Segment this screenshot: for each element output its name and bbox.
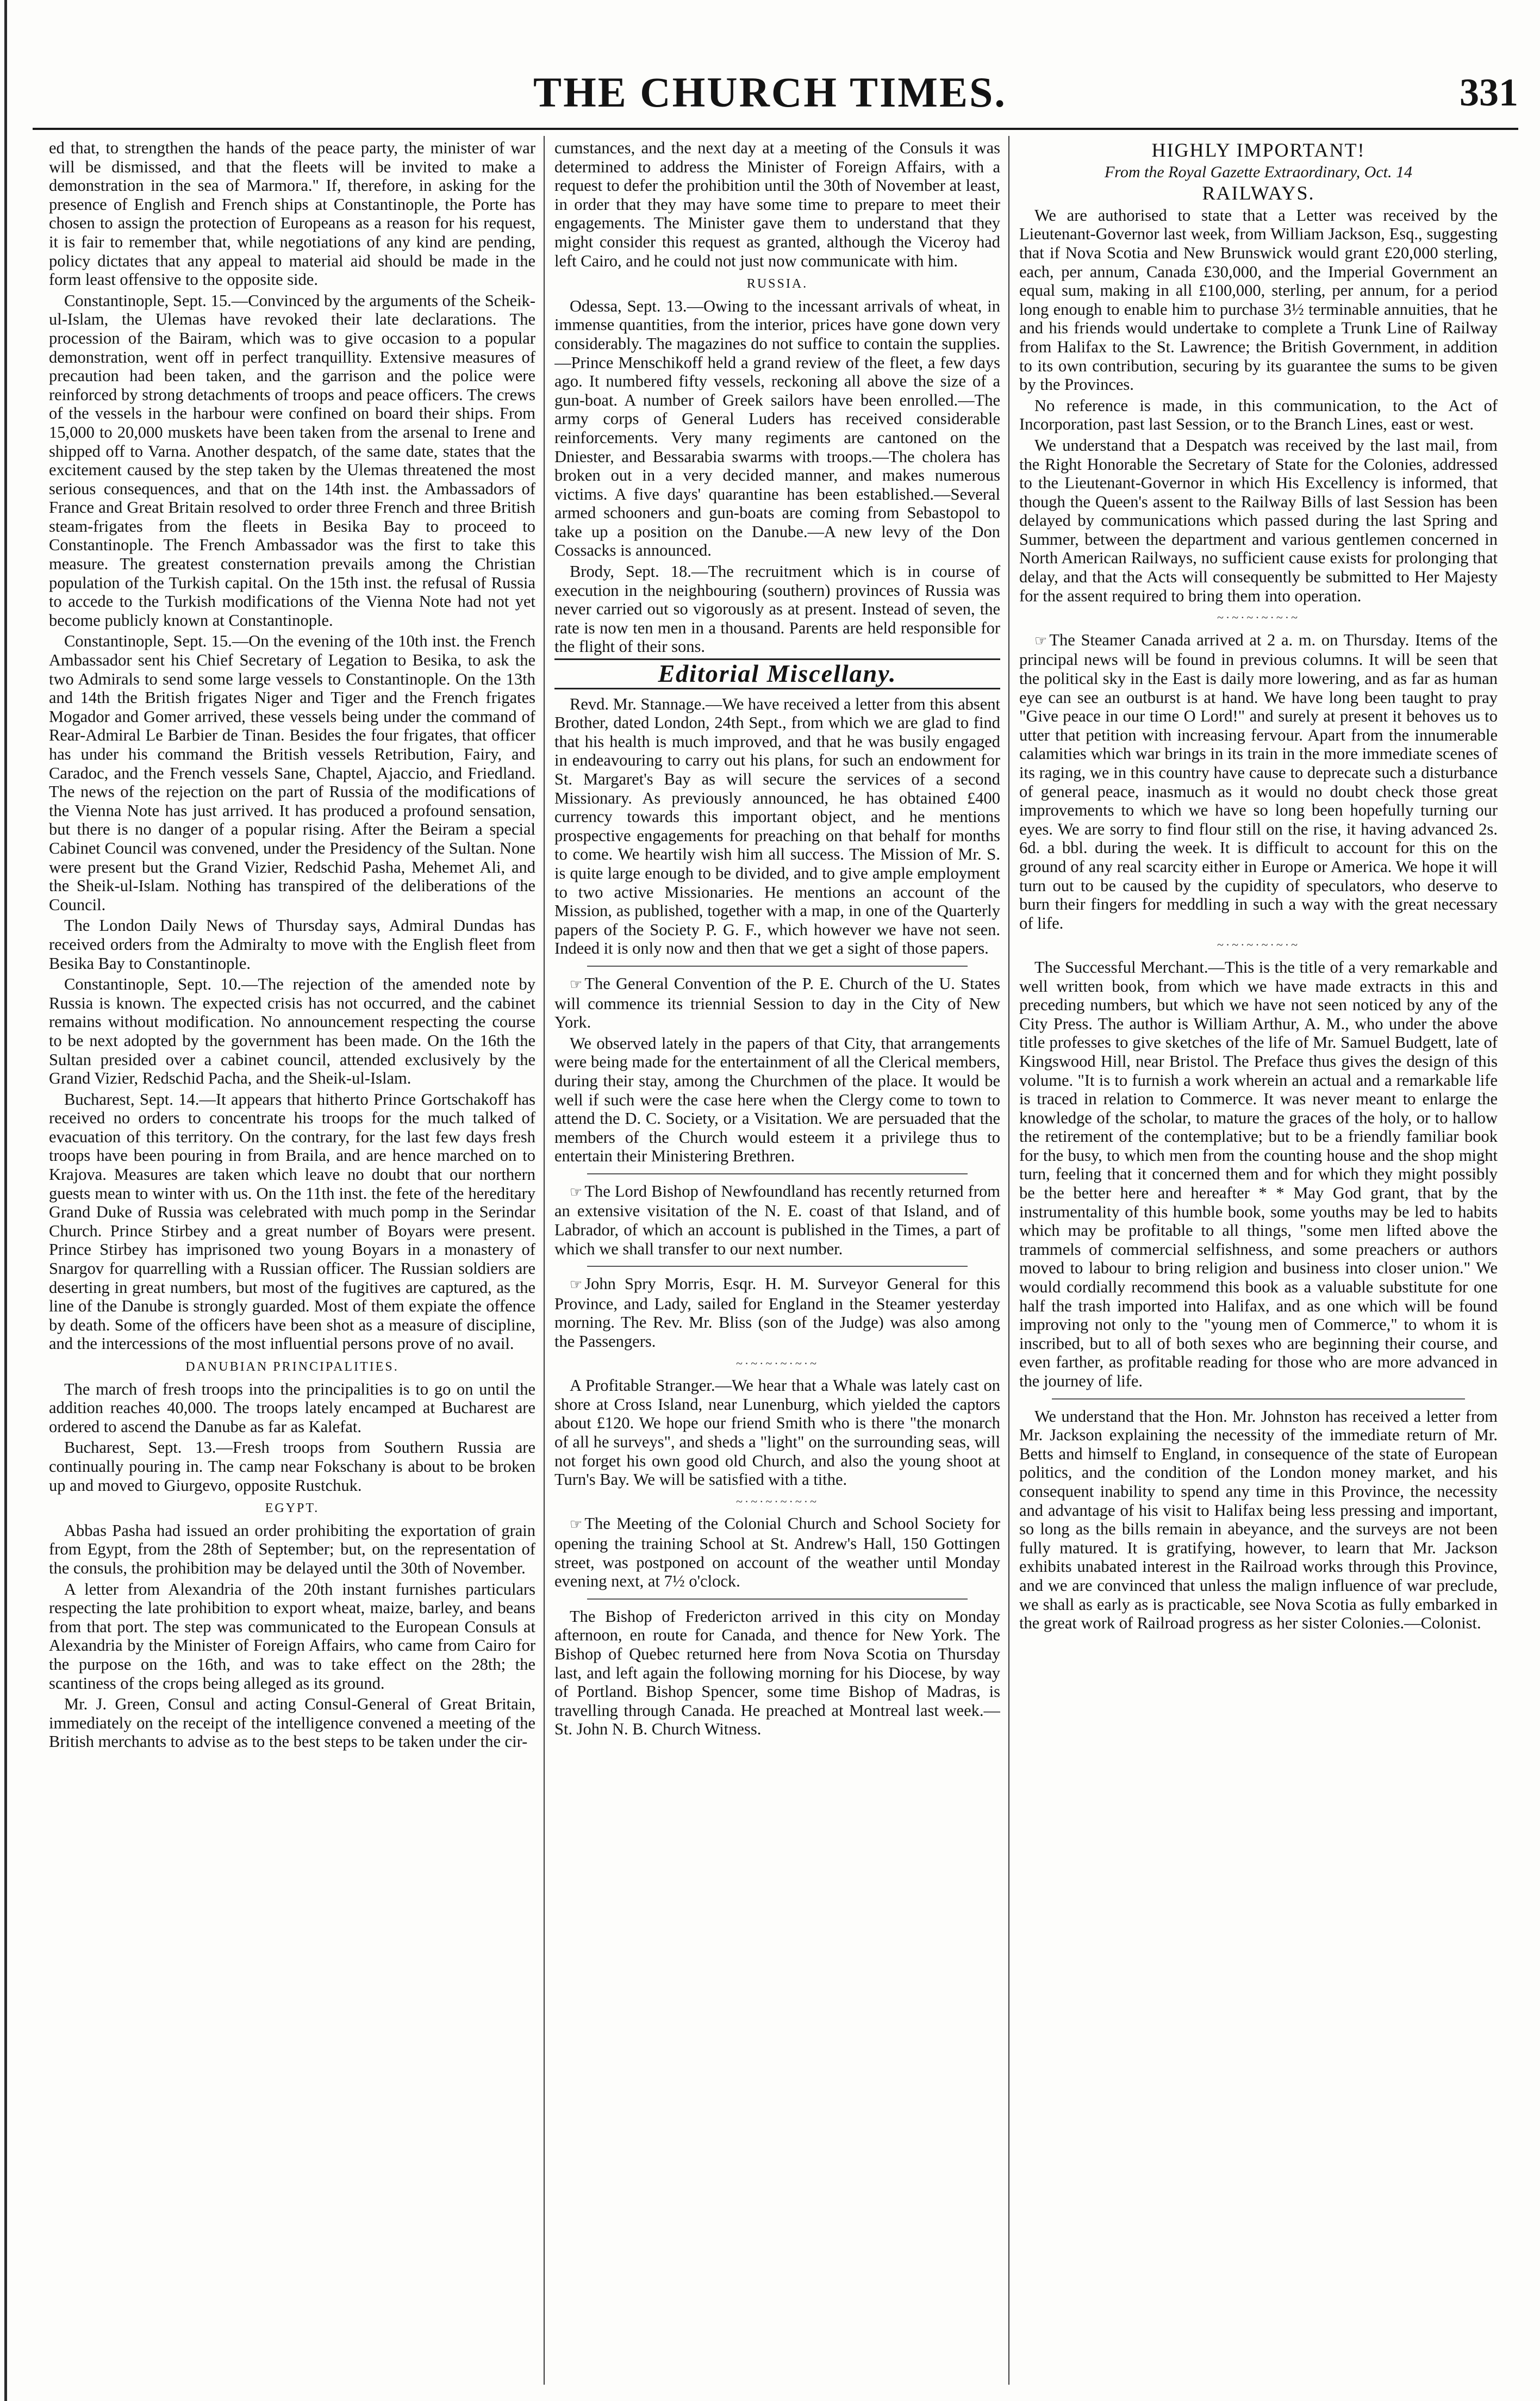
column-rule-2 [1008,136,1009,2385]
section-heading-russia: RUSSIA. [746,277,808,291]
article-paragraph [554,974,1000,1032]
article-paragraph [554,1514,1000,1590]
pointing-hand-icon: ☞ [570,1277,583,1293]
article-paragraph: No reference is made, in this communication, to the Act of Incorporation, past last Session, or to the Branch Lines, east or west. [1019,396,1498,434]
paragraph-text: The General Convention of the P. E. Church of the U. States will commence its triennial Session to day in the City of New York. [554,974,1000,1032]
column-2 [554,139,1000,2384]
article-paragraph: Bucharest, Sept. 13.—Fresh troops from Southern Russia are continually pouring in. The camp near Fokschany is about to be broken up and moved to Giurgevo, opposite Rustchuk. [49,1438,535,1495]
pointing-hand-icon: ☞ [1034,632,1048,649]
highly-important-heading: HIGHLY IMPORTANT! [1151,139,1366,161]
article-paragraph: We understand that a Despatch was received by the last mail, from the Right Honorable the Secretary of State for the Colonies, addressed to the Lieutenant-Governor in which His Excellency is informed, that though the Queen's assent to the Railway Bills of last Session has been delayed by communications which passed during the last Spring and Summer, between the department and various gentlemen concerned in North American Railways, no sufficient cause exists for prolonging that delay, and that the Acts will consequently be submitted to Her Majesty for the assent required to bring them into operation. [1019,436,1498,605]
article-paragraph: A Profitable Stranger.—We hear that a Whale was lately cast on shore at Cross Island, near Lunenburg, which yielded the captors about £120. We hope our friend Smith who is there "the monarch of all he surveys", and sheds a "light" on the surrounding seas, will not forget his own good old Church, and also the young shoot at Turn's Bay. We will be satisfied with a tithe. [554,1376,1000,1489]
pointing-hand-icon: ☞ [570,1184,583,1200]
wavy-divider: ~·~·~·~·~·~ [1217,611,1300,625]
article-paragraph: cumstances, and the next day at a meeting of the Consuls it was determined to address the Minister of Foreign Affairs, with a request to defer the prohibition until the 30th of November at least, in order that they may have some time to prepare to meet their engagements. The Minister gave them to understand that they might consider this request as granted, although the Viceroy had left Cairo, and he could not just now communicate with him. [554,139,1000,270]
article-paragraph [554,1274,1000,1351]
section-heading-danubian: DANUBIAN PRINCIPALITIES. [185,1360,399,1374]
article-paragraph: ed that, to strengthen the hands of the peace party, the minister of war will be dismissed, and that the fleets will be invited to make a demonstration in the sea of Marmora." If, therefore, in asking for the presence of English and French ships at Constantinople, the Porte has chosen to assign the protection of Europeans as a reason for his request, it is fair to remember that, while negotiations of any kind are pending, policy dictates that any appeal to material aid should be made in the form least offensive to the opposite side. [49,139,535,289]
article-paragraph: We understand that the Hon. Mr. Johnston has received a letter from Mr. Jackson explaining the necessity of the immediate return of Mr. Betts and himself to England, in consequence of the state of European politics, and the condition of the London money market, and his consequent inability to spend any time in this Province, the necessity and advantage of his visit to Halifax being less pressing and important, so long as the bills remain in abeyance, and the surveys are not been fully matured. It is gratifying, however, to learn that Mr. Jackson exhibits unabated interest in the Railroad works through this Province, and we are convinced that unless the malign influence of war preclude, we shall as early as is practicable, see Nova Scotia as fully embarked in the great work of Railroad progress as her sister Colonies.—Colonist. [1019,1407,1498,1633]
article-paragraph: Constantinople, Sept. 15.—Convinced by the arguments of the Scheik-ul-Islam, the Ulemas have revoked their late declarations. The procession of the Bairam, which was to give occasion to a popular demonstration, went off in perfect tranquillity. Extensive measures of precaution had been taken, and the garrison and the police were reinforced by strong detachments of troops and peace officers. The crews of the vessels in the harbour were confined on board their ships. From 15,000 to 20,000 muskets have been taken from the arsenal to Irene and shipped off to Varna. Another despatch, of the same date, states that the excitement caused by the step taken by the Ulemas threatened the most serious consequences, and that on the 14th inst. the Ambassadors of France and Great Britain resolved to order three French and three British steam-frigates from the fleets in Besika Bay to proceed to Constantinople. The French Ambassador was the first to take this measure. The greatest consternation prevails among the Christian population of the Turkish capital. On the 15th inst. the refusal of Russia to accede to the Turkish modifications of the Vienna Note had not yet become publicly known at Constantinople. [49,291,535,630]
article-paragraph: Brody, Sept. 18.—The recruitment which is in course of execution in the neighbouring (southern) provinces of Russia was never carried out so vigorously as at present. Instead of seven, the rate is now ten men in a thousand. Parents are held responsible for the flight of their sons. [554,562,1000,656]
column-3 [1019,139,1498,2384]
section-heading-egypt: EGYPT. [265,1501,320,1516]
section-divider [1052,1398,1465,1399]
source-line: From the Royal Gazette Extraordinary, Oct. 14 [1104,163,1412,181]
article-paragraph [554,1182,1000,1258]
section-divider [587,1266,968,1267]
paragraph-text: John Spry Morris, Esqr. H. M. Surveyor General for this Province, and Lady, sailed for England in the Steamer yesterday morning. The Rev. Mr. Bliss (son of the Judge) was also among the Passengers. [554,1274,1000,1351]
page-number: 331 [1460,71,1518,114]
article-paragraph: Bucharest, Sept. 14.—It appears that hitherto Prince Gortschakoff has received no orders to concentrate his troops for the much talked of evacuation of this territory. On the contrary, for the last few days fresh troops have been pouring in from Braila, and are hence marched on to Krajova. Measures are taken which leave no doubt that our northern guests mean to winter with us. On the 11th inst. the fete of the hereditary Grand Duke of Russia was celebrated with much pomp in the Serindar Church. Prince Stirbey and a great number of Boyars were present. Prince Stirbey has imprisoned two young Boyars in a monastery of Snargov for quarrelling with a Russian officer. The Russian soldiers are deserting in great numbers, but most of the fugitives are captured, as the line of the Danube is strongly guarded. Most of them expiate the offence by death. Some of the officers have been shot as a measure of discipline, and the intercessions of the most influential persons prove of no avail. [49,1090,535,1353]
section-divider [587,1173,968,1174]
article-paragraph: A letter from Alexandria of the 20th instant furnishes particulars respecting the late prohibition to export wheat, maize, barley, and beans from that port. The step was communicated to the European Consuls at Alexandria by the Minister of Foreign Affairs, who came from Cairo for the purpose on the 16th, and was to take effect on the 28th; the scantiness of the crops being alleged as its ground. [49,1579,535,1693]
article-paragraph: We are authorised to state that a Letter was received by the Lieutenant-Governor last week, from William Jackson, Esq., suggesting that if Nova Scotia and New Brunswick would grant £20,000 sterling, each, per annum, Canada £30,000, and the Imperial Government an equal sum, making in all £100,000, sterling, per annum, for a period long enough to enable him to purchase 3½ terminable annuities, that he and his friends would undertake to complete a Trunk Line of Railway from Halifax to the St. Lawrence; the British Government, in addition to its own contribution, securing by its guarantee the sums to be given by the Provinces. [1019,206,1498,394]
railways-heading: RAILWAYS. [1202,182,1315,204]
paragraph-text: The Meeting of the Colonial Church and School Society for opening the training School at St. Andrew's Hall, 150 Gottingen street, was postponed on account of the weather until Monday evening next, at 7½ o'clock. [554,1514,1000,1591]
column-rule-1 [544,136,545,2385]
wavy-divider: ~·~·~·~·~·~ [735,1494,819,1508]
paragraph-text: The Steamer Canada arrived at 2 a. m. on Thursday. Items of the principal news will be found in previous columns. It will be seen that the political sky in the East is daily more lowering, and as far as human eye can see an outburst is at hand. We have long been taught to pray "Give peace in our time O Lord!" and surely at present it behoves us to utter that petition with increasing fervour. Apart from the innumerable calamities which war brings in its train in the more immediate scenes of its raging, we in this country have cause to deprecate such a disturbance of general peace, inasmuch as it would no doubt check those great improvements to which we have so long been hopefully turning our eyes. We are sorry to find flour still on the rise, it having advanced 2s. 6d. a bbl. during the week. It is difficult to account for this on the ground of any real scarcity either in Europe or America. We hope it will turn out to be caused by the cupidity of speculators, who deserve to burn their fingers for meddling in such a way with the great necessary of life. [1019,630,1498,932]
column-1 [49,139,535,2384]
section-divider [587,1598,968,1600]
article-paragraph: The Bishop of Fredericton arrived in this city on Monday afternoon, en route for Canada, and thence for New York. The Bishop of Quebec returned here from Nova Scotia on Thursday last, and left again the following morning for his Diocese, by way of Portland. Bishop Spencer, some time Bishop of Madras, is travelling through Canada. He preached at Montreal last week.—St. John N. B. Church Witness. [554,1607,1000,1739]
article-paragraph: Constantinople, Sept. 10.—The rejection of the amended note by Russia is known. The expected crisis has not occurred, and the cabinet remains without modification. No announcement respecting the course to be next adopted by the government has been made. On the 16th the Sultan presided over a cabinet council, attended exclusively by the Grand Vizier, Redschid Pacha, and the Sheik-ul-Islam. [49,975,535,1088]
article-paragraph: Revd. Mr. Stannage.—We have received a letter from this absent Brother, dated London, 24th Sept., from which we are glad to find that his health is much improved, and that he was busily engaged in endeavouring to carry out his plans, for such an endowment for St. Margaret's Bay as will secure the services of a second Missionary. As previously announced, he has obtained £400 currency towards this important object, and he mentions prospective engagements for preaching on that behalf for months to come. We heartily wish him all success. The Mission of Mr. S. is quite large enough to be divided, and to give ample employment to two active Missionaries. He mentions an account of the Mission, as published, together with a map, in one of the Quarterly papers of the Society P. G. F., which however we have not seen. Indeed it is only now and then that we get a sight of those papers. [554,694,1000,958]
masthead [0,65,1540,120]
article-paragraph [1019,631,1498,933]
masthead-rule [33,128,1518,130]
wavy-divider: ~·~·~·~·~·~ [735,1356,819,1370]
article-paragraph: The march of fresh troops into the principalities is to go on until the addition reaches 40,000. The troops lately encamped at Bucharest are ordered to ascend the Danube as far as Kalefat. [49,1379,535,1436]
article-paragraph: We observed lately in the papers of that City, that arrangements were being made for the entertainment of all the Clerical members, during their stay, among the Churchmen of the place. It would be well if such were the case here when the Clergy come to town to attend the D. C. Society, or a Visitation. We are persuaded that the members of the Church would esteem it a privilege thus to entertain their Ministering Brethren. [554,1034,1000,1166]
paragraph-text: The Lord Bishop of Newfoundland has recently returned from an extensive visitation of the N. E. coast of that Island, and of Labrador, of which an account is published in the Times, a part of which we shall transfer to our next number. [554,1181,1000,1258]
article-paragraph: Abbas Pasha had issued an order prohibiting the exportation of grain from Egypt, from the 28th of September; but, on the representation of the consuls, the prohibition may be delayed until the 30th of November. [49,1521,535,1577]
pointing-hand-icon: ☞ [570,976,583,992]
article-paragraph: Odessa, Sept. 13.—Owing to the incessant arrivals of wheat, in immense quantities, from the interior, prices have gone down very considerably. The magazines do not suffice to contain the supplies.—Prince Menschikoff held a grand review of the fleet, a few days ago. It numbered fifty vessels, reckoning all above the size of a gun-boat. A number of Greek sailors have been enrolled.—The army corps of General Luders has received considerable reinforcements. Very many regiments are cantoned on the Dniester, and Bessarabia swarms with troops.—The cholera has broken out in a very decided manner, and makes numerous victims. A five days' quarantine has been established.—Several armed schooners and gun-boats are coming from Sebastopol to take up a position on the Danube.—A new levy of the Don Cossacks is announced. [554,296,1000,560]
article-paragraph: Mr. J. Green, Consul and acting Consul-General of Great Britain, immediately on the receipt of the intelligence convened a meeting of the British merchants to advise as to the best steps to be taken under the cir- [49,1695,535,1751]
pointing-hand-icon: ☞ [570,1516,583,1533]
masthead-title: THE CHURCH TIMES. [533,69,1007,116]
editorial-miscellany-heading: Editorial Miscellany. [554,658,1000,689]
binding-edge-rule [4,0,7,2401]
article-paragraph: The Successful Merchant.—This is the title of a very remarkable and well written book, from which we have made extracts in this and preceding numbers, but which we have not seen noticed by any of the City Press. The author is William Arthur, A. M., who under the above title professes to give sketches of the life of Mr. Samuel Budgett, late of Kingswood Hill, near Bristol. The Preface thus gives the design of this volume. "It is to furnish a work wherein an actual and a remarkable life is traced in relation to Commerce. It was never meant to enlarge the knowledge of the scholar, to mature the graces of the holy, or to hallow the retirement of the contemplative; but to be a friendly familiar book for the busy, to which men from the counting house and the shop might turn, feeling that it concerned them and for which they might possibly be the better here and hereafter * * May God grant, that by the instrumentality of this humble book, some youths may be led to habits which may be profitable to all things, "some men lifted above the trammels of commercial selfishness, and some preachers or authors moved to labour to bring religion and business into closer union." We would cordially recommend this book as a valuable substitute for one half the trash imported into Halifax, and as one which will be found improving not only to the "young men of Commerce," to whom it is inscribed, but to all of both sexes who are beginning their course, and even farther, as profitable reading for those who are more advanced in the journey of life. [1019,957,1498,1390]
wavy-divider: ~·~·~·~·~·~ [1217,938,1300,952]
article-paragraph: The London Daily News of Thursday says, Admiral Dundas has received orders from the Admiralty to move with the English fleet from Besika Bay to Constantinople. [49,916,535,973]
article-paragraph: Constantinople, Sept. 15.—On the evening of the 10th inst. the French Ambassador sent his Chief Secretary of Legation to Besika, to ask the two Admirals to send some large vessels to Constantinople. On the 13th and 14th the British frigates Niger and Tiger and the French frigates Mogador and Gomer arrived, these vessels being under the command of Rear-Admiral Le Barbier de Tinan. Besides the four frigates, that officer has under his command the British vessels Retribution, Fairy, and Caradoc, and the French vessels Sane, Chaptel, Ajaccio, and Friedland. The news of the rejection on the part of Russia of the modifications of the Vienna Note has just arrived. It has produced a profound sensation, but there is no danger of a popular rising. After the Beiram a special Cabinet Council was convened, under the Presidency of the Sultan. None were present but the Grand Vizier, Redschid Pasha, Mehemet Ali, and the Sheik-ul-Islam. Nothing has transpired of the deliberations of the Council. [49,632,535,914]
section-divider [587,966,968,967]
